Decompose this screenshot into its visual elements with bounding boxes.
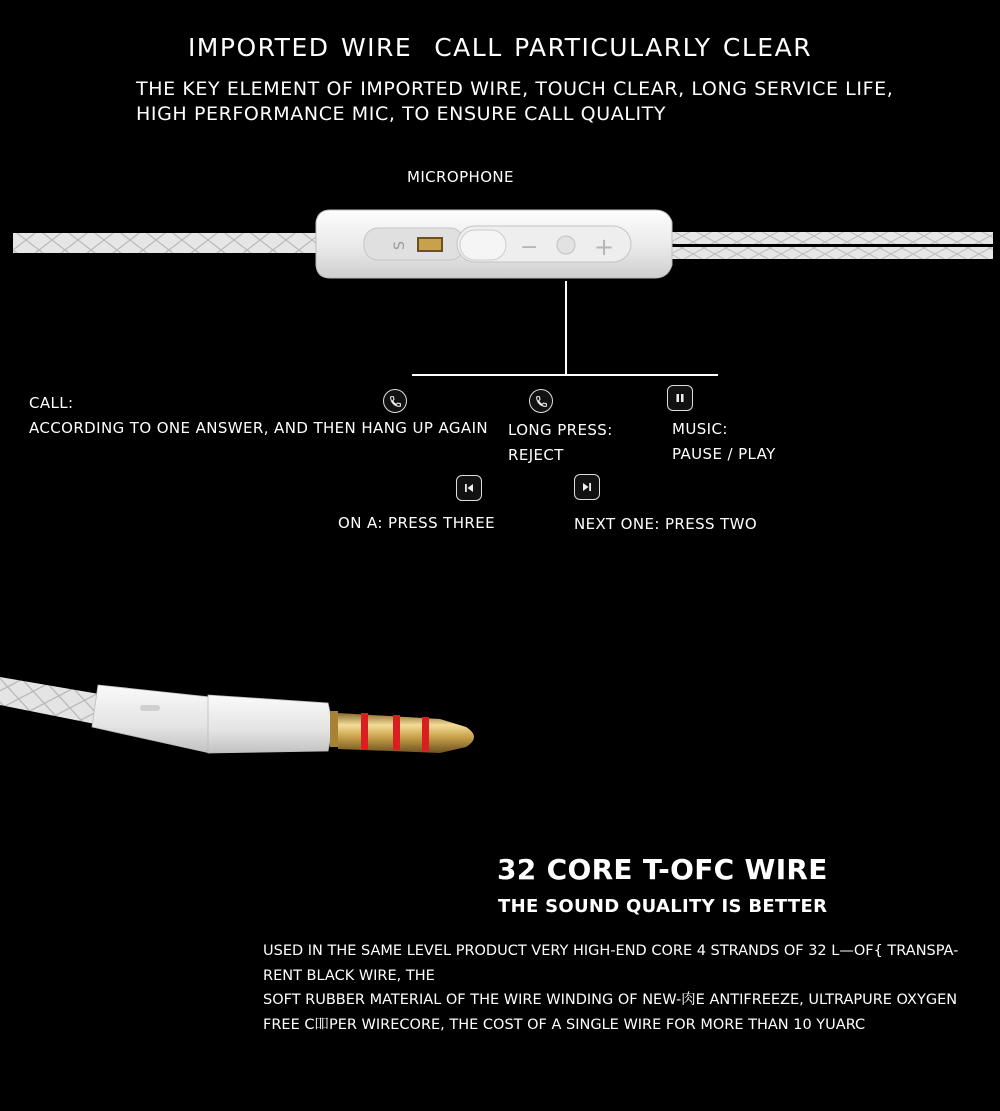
wire-description-line-4: FREE C吅PER WIRECORE, THE COST OF A SINGLE WIRE FOR MORE THAN 10 YUARC bbox=[263, 1016, 866, 1033]
jack-red-band-2 bbox=[393, 715, 400, 750]
wire-description-line-3: SOFT RUBBER MATERIAL OF THE WIRE WINDING OF NEW-肉E ANTIFREEZE, ULTRAPURE OXYGEN bbox=[263, 992, 958, 1008]
music-description: PAUSE / PLAY bbox=[672, 445, 776, 463]
long-press-title: LONG PRESS: bbox=[508, 421, 613, 439]
wire-headline: 32 CORE T-OFC WIRE bbox=[497, 853, 828, 886]
switch-slot bbox=[364, 228, 464, 260]
right-cable-top bbox=[668, 232, 993, 244]
previous-track-icon bbox=[456, 475, 482, 501]
jack-gold-pin bbox=[338, 713, 474, 753]
jack-housing bbox=[208, 695, 331, 753]
wire-description bbox=[263, 939, 983, 1037]
long-press-function bbox=[508, 418, 613, 468]
title-imported-wire: IMPORTED WIRE bbox=[187, 33, 413, 62]
subtitle-line-1: THE KEY ELEMENT OF IMPORTED WIRE, TOUCH CLEAR, LONG SERVICE LIFE, bbox=[136, 78, 894, 100]
music-title: MUSIC: bbox=[672, 420, 728, 438]
audio-jack-illustration bbox=[0, 655, 500, 775]
volume-up-sign: + bbox=[594, 233, 615, 261]
left-cable bbox=[13, 233, 323, 253]
connector-line-horizontal bbox=[412, 374, 718, 376]
music-function bbox=[672, 417, 776, 467]
title-call-clear: CALL PARTICULARLY CLEAR bbox=[434, 33, 813, 62]
next-track-label: NEXT ONE: PRESS TWO bbox=[574, 515, 758, 533]
wire-description-line-2: RENT BLACK WIRE, THE bbox=[263, 967, 435, 984]
call-description: ACCORDING TO ONE ANSWER, AND THEN HANG UP AGAIN bbox=[29, 419, 489, 437]
microphone-label: MICROPHONE bbox=[407, 168, 514, 186]
wire-subhead: THE SOUND QUALITY IS BETTER bbox=[498, 896, 828, 917]
subtitle bbox=[136, 77, 893, 127]
connector-line-vertical bbox=[565, 281, 567, 375]
jack-strain-relief bbox=[92, 685, 210, 753]
call-function bbox=[29, 391, 488, 441]
long-press-description: REJECT bbox=[508, 446, 564, 464]
jack-collar bbox=[330, 711, 338, 747]
pause-icon bbox=[667, 385, 693, 411]
jack-red-band-1 bbox=[361, 713, 368, 750]
play-button bbox=[557, 236, 575, 254]
call-title: CALL: bbox=[29, 394, 74, 412]
previous-track-label: ON A: PRESS THREE bbox=[338, 514, 495, 532]
wire-description-line-1: USED IN THE SAME LEVEL PRODUCT VERY HIGH-END CORE 4 STRANDS OF 32 L—OF{ TRANSPA- bbox=[263, 943, 959, 959]
jack-grip-mark bbox=[140, 705, 160, 711]
page-title bbox=[0, 33, 1000, 62]
subtitle-line-2: HIGH PERFORMANCE MIC, TO ENSURE CALL QUALITY bbox=[136, 103, 667, 125]
right-cable-bottom bbox=[668, 247, 993, 259]
phone-reject-icon bbox=[529, 389, 553, 413]
slider-thumb bbox=[460, 230, 506, 260]
jack-red-band-3 bbox=[422, 717, 429, 751]
next-track-icon bbox=[574, 474, 600, 500]
volume-down-sign: − bbox=[520, 235, 539, 260]
switch-indicator bbox=[418, 238, 442, 251]
switch-letter: S bbox=[392, 241, 408, 250]
remote-control-illustration bbox=[0, 200, 1000, 290]
jack-cable bbox=[0, 677, 105, 725]
